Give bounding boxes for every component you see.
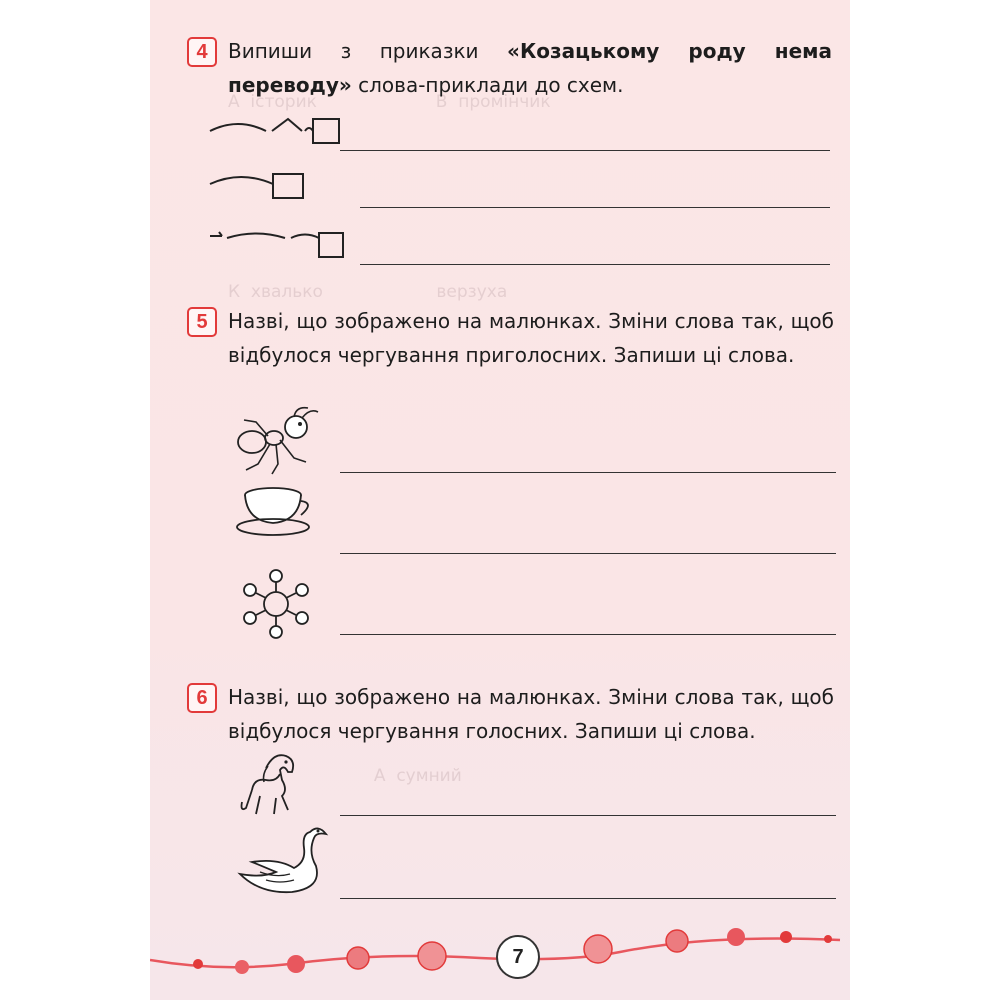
ant-icon xyxy=(222,402,327,482)
page-margin-left xyxy=(0,0,150,1000)
answer-line[interactable] xyxy=(340,553,836,554)
task-4-proverb: «Козацькому роду нема переводу» xyxy=(228,39,832,97)
task-6-instruction: Назві, що зображено на малюнках. Зміни слова так, щоб відбулося чергування голосних. Запиши ці слова. xyxy=(228,685,834,743)
swan-icon xyxy=(232,822,332,902)
page-margin-right xyxy=(850,0,1000,1000)
answer-line[interactable] xyxy=(340,150,830,151)
task-4-instruction xyxy=(228,34,832,102)
answer-line[interactable] xyxy=(360,207,830,208)
task-number-6: 6 xyxy=(187,683,217,713)
task-4-text-end: слова-приклади до схем. xyxy=(351,73,624,97)
answer-line[interactable] xyxy=(360,264,830,265)
snowflake-icon xyxy=(232,568,322,640)
answer-line[interactable] xyxy=(340,634,836,635)
task-number-4: 4 xyxy=(187,37,217,67)
task-number-5: 5 xyxy=(187,307,217,337)
horse-icon xyxy=(236,750,316,820)
task-4-text-start: Випиши з приказки xyxy=(228,39,508,63)
word-scheme-2 xyxy=(205,166,325,206)
answer-line[interactable] xyxy=(340,472,836,473)
answer-line[interactable] xyxy=(340,898,836,899)
answer-line[interactable] xyxy=(340,815,836,816)
page-number: 7 xyxy=(496,935,540,979)
cup-icon xyxy=(235,483,320,538)
task-5-instruction: Назві, що зображено на малюнках. Зміни слова так, щоб відбулося чергування приголосних. Запиши ці слова. xyxy=(228,309,834,367)
word-scheme-1 xyxy=(205,112,355,152)
word-scheme-3 xyxy=(205,222,355,267)
